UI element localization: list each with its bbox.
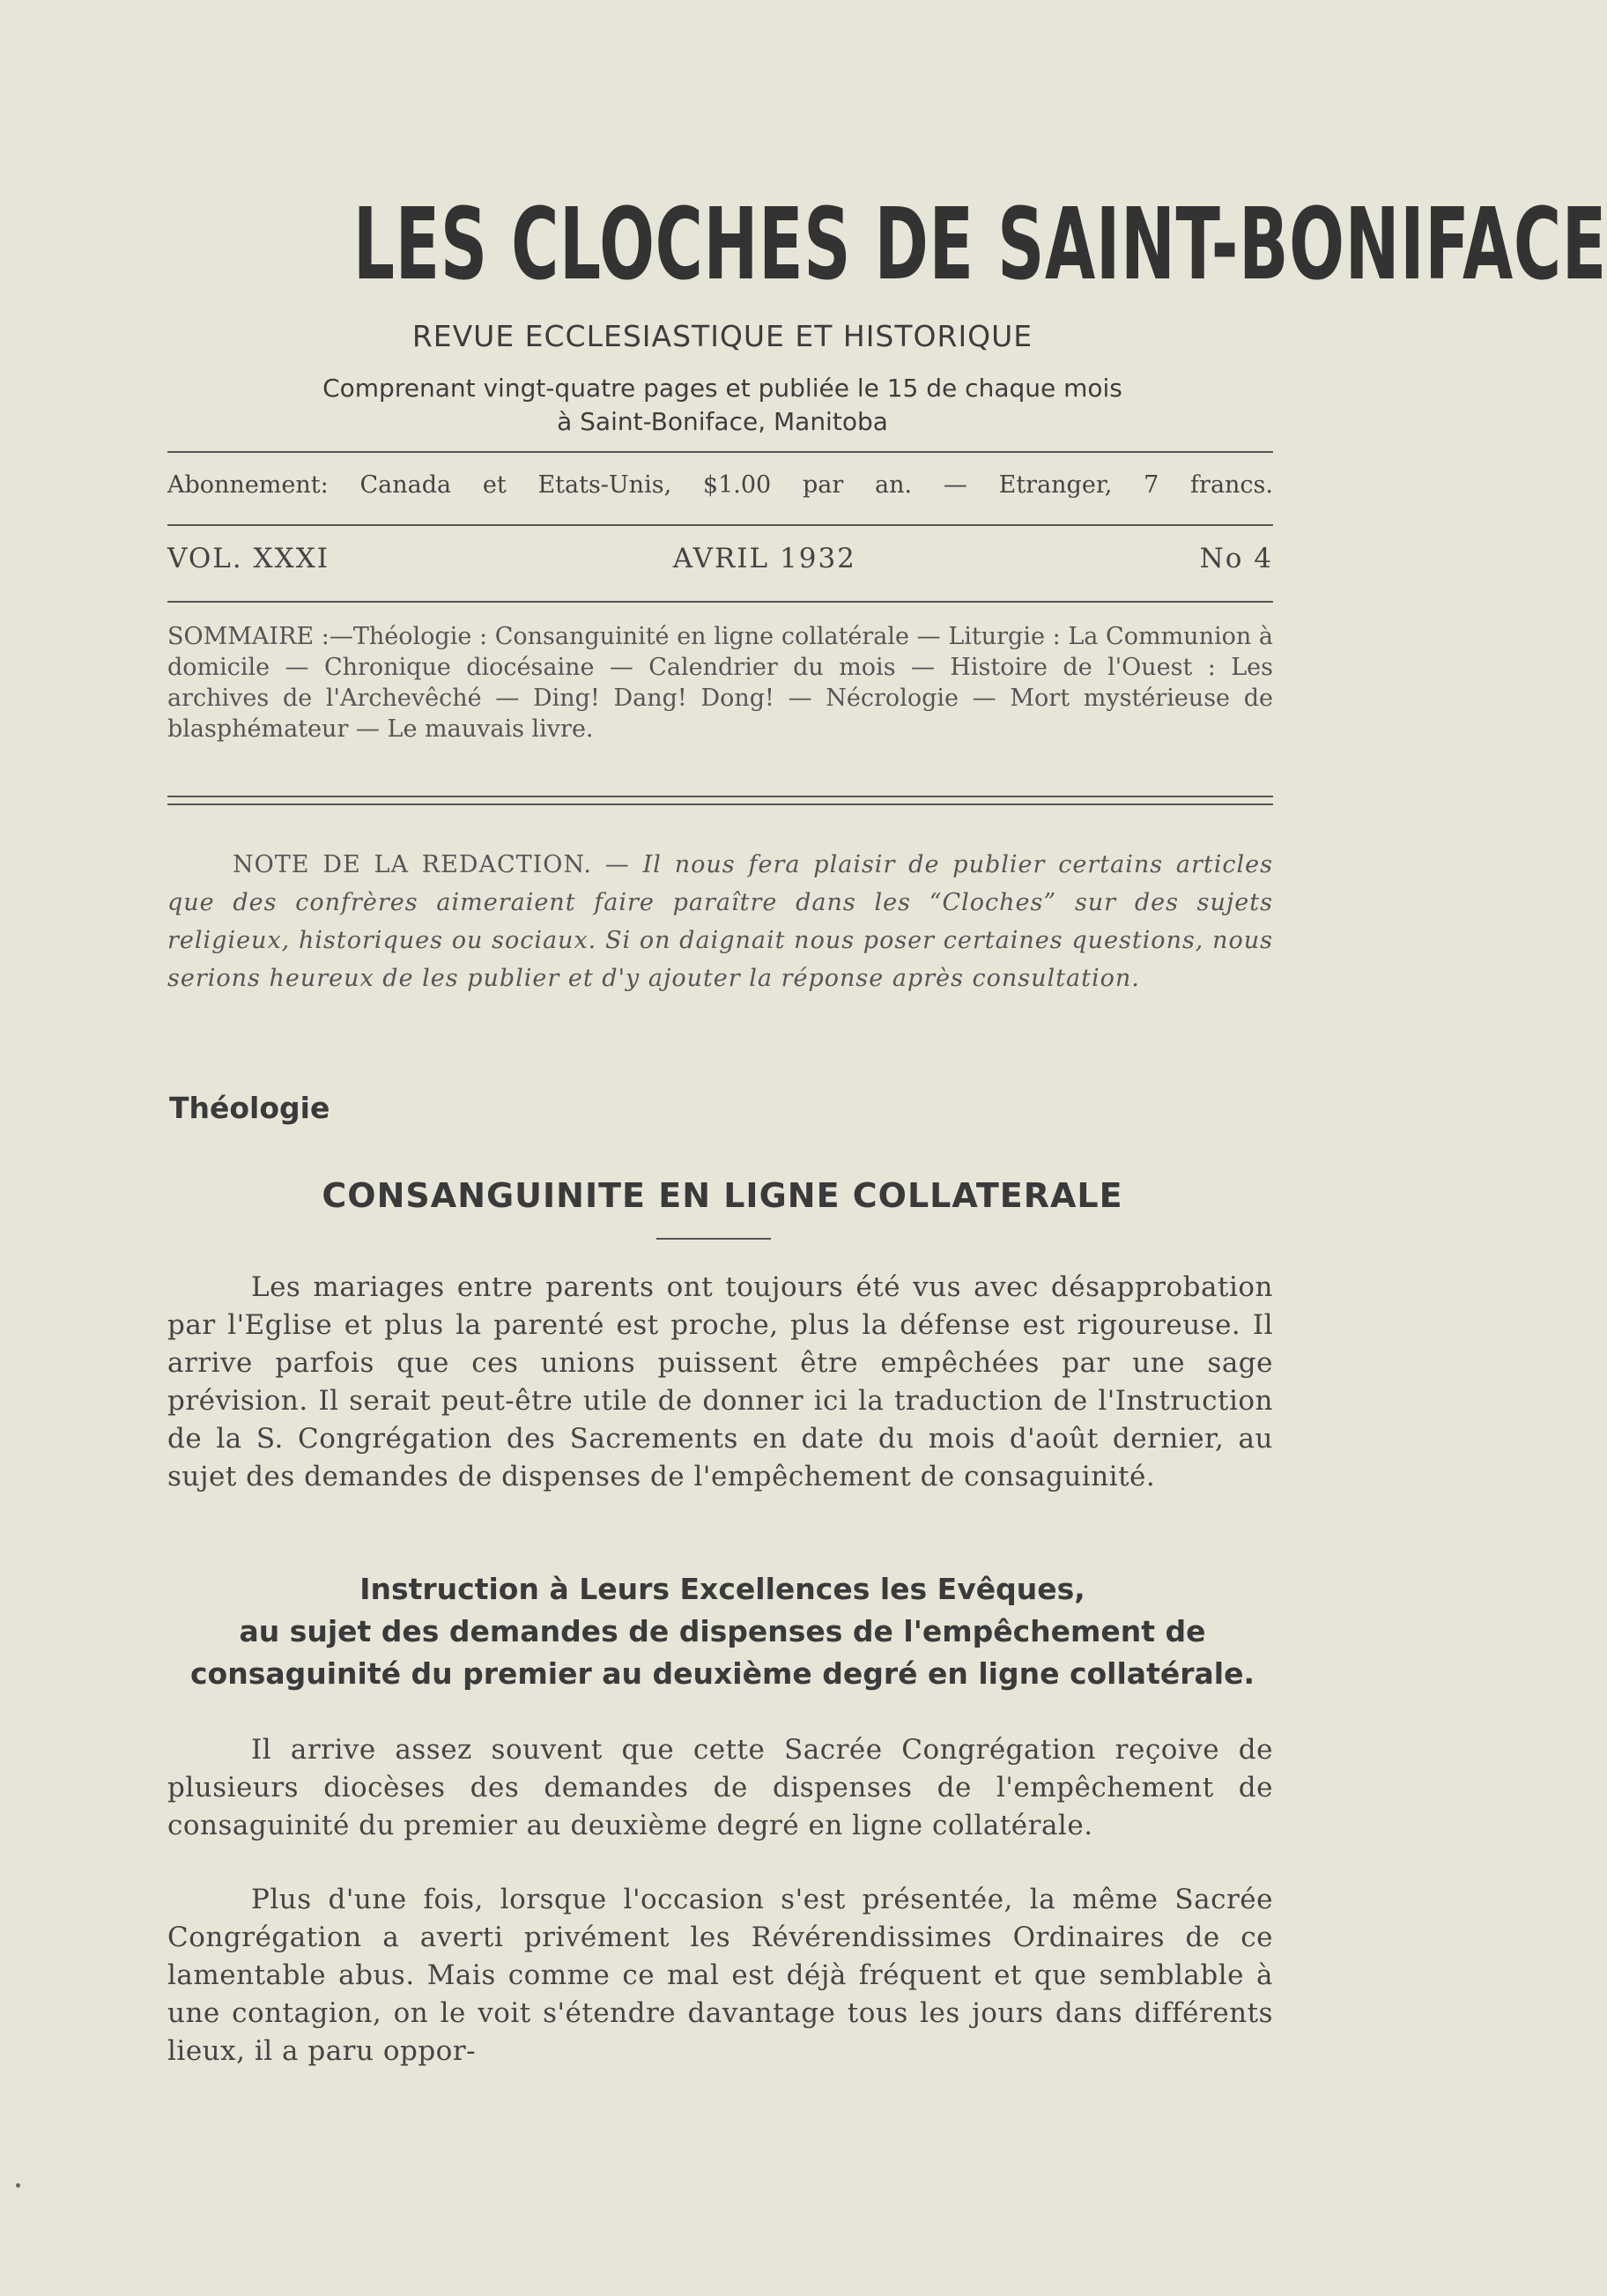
masthead: [163, 188, 1607, 302]
issue-volume: VOL. XXXI: [167, 543, 330, 574]
instruction-heading-line-2: au sujet des demandes de dispenses de l'empêchement de: [239, 1614, 1206, 1648]
article-paragraph: Il arrive assez souvent que cette Sacrée Congrégation reçoive de plusieurs diocèses des demandes de dispenses de l'empêchement de consaguinité du premier au deuxième degré en ligne collatérale.: [167, 1734, 1273, 1841]
divider-rule: [167, 804, 1273, 805]
margin-speck: [16, 2183, 20, 2188]
issue-number: No 4: [1199, 543, 1273, 574]
divider-rule: [167, 524, 1273, 526]
instruction-heading-line-3: consaguinité du premier au deuxième degré en ligne collatérale.: [189, 1656, 1255, 1691]
publication-tagline: [163, 372, 1282, 439]
editorial-note: [167, 846, 1273, 997]
publication-subtitle: REVUE ECCLESIASTIQUE ET HISTORIQUE: [411, 319, 1033, 353]
instruction-heading-line-1: Instruction à Leurs Excellences les Evêques,: [359, 1572, 1085, 1606]
divider-rule: [167, 796, 1273, 797]
tagline-line-2: à Saint-Boniface, Manitoba: [557, 407, 888, 436]
table-of-contents: [167, 621, 1273, 744]
section-heading: Théologie: [169, 1091, 330, 1125]
note-lead: NOTE DE LA REDACTION. —: [233, 851, 643, 878]
note-text: Il nous fera plaisir de publier certains articles que des confrères aimeraient faire paraître dans les “Cloches” sur des sujets religieux, historiques ou sociaux. Si on daignait nous poser certaines questions, nous serions heureux de les publier et d'y ajouter la réponse après consultation.: [167, 851, 1273, 992]
summary-text: Théologie : Consanguinité en ligne collatérale — Liturgie : La Communion à domicile — Chronique diocésaine — Calendrier du mois — Histoire de l'Ouest : Les archives de l'Archevêché — Ding! Dang! Dong! — Nécrologie — Mort mystérieuse de blasphémateur — Le mauvais livre.: [167, 623, 1273, 743]
article-title: CONSANGUINITE EN LIGNE COLLATERALE: [322, 1176, 1123, 1215]
article-intro: Les mariages entre parents ont toujours été vus avec désapprobation par l'Eglise et plus la parenté est proche, plus la défense est rigoureuse. Il arrive parfois que ces unions puissent être empêchées par une sage prévision. Il serait peut-être utile de donner ici la traduction de l'Instruction de la S. Congrégation des Sacrements en date du mois d'août dernier, au sujet des demandes de dispenses de l'empêchement de consaguinité.: [167, 1271, 1273, 1492]
summary-lead: SOMMAIRE :—: [167, 623, 353, 650]
title-underline: [656, 1238, 771, 1240]
subscription-info: Abonnement: Canada et Etats-Unis, $1.00 par an. — Etranger, 7 francs.: [167, 471, 1273, 499]
publication-title: LES CLOCHES DE SAINT-BONIFACE: [352, 188, 1607, 302]
tagline-line-1: Comprenant vingt-quatre pages et publiée le 15 de chaque mois: [322, 374, 1122, 403]
issue-line: [167, 543, 1273, 574]
article-paragraph: Plus d'une fois, lorsque l'occasion s'est présentée, la même Sacrée Congrégation a averti privément les Révérendissimes Ordinaires de ce lamentable abus. Mais comme ce mal est déjà fréquent et que semblable à une contagion, on le voit s'étendre davantage tous les jours dans différents lieux, il a paru oppor-: [167, 1884, 1273, 2067]
issue-date: AVRIL 1932: [672, 543, 856, 574]
divider-rule: [167, 601, 1273, 603]
instruction-heading: [163, 1568, 1282, 1695]
divider-rule: [167, 451, 1273, 453]
